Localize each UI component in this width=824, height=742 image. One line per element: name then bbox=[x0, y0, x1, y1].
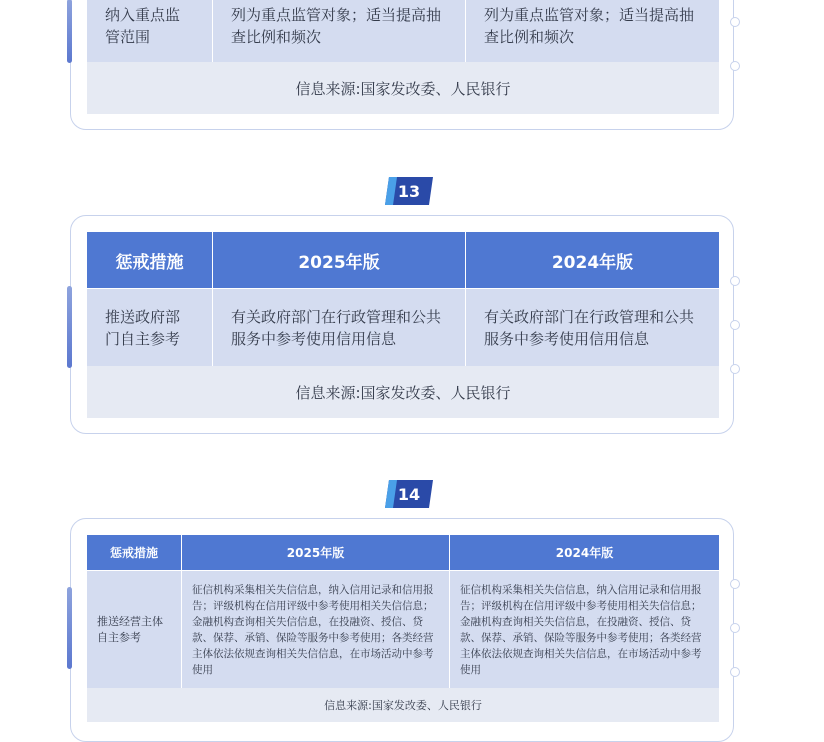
measure-text: 推送政府部门自主参考 bbox=[105, 307, 181, 348]
table-header-row bbox=[87, 232, 719, 288]
punishment-card-13 bbox=[70, 215, 734, 434]
comparison-table bbox=[87, 0, 719, 114]
card-accent-bar bbox=[67, 0, 72, 63]
card-accent-bar bbox=[67, 286, 72, 368]
card-connector-dot bbox=[730, 320, 740, 330]
header-measure: 惩戒措施 bbox=[87, 535, 182, 570]
section-number: 14 bbox=[397, 484, 421, 504]
source-text: 信息来源:国家发改委、人民银行 bbox=[295, 79, 511, 98]
punishment-card-12 bbox=[70, 0, 734, 130]
measure-text: 推送经营主体自主参考 bbox=[97, 614, 163, 644]
version-2024-text: 有关政府部门在行政管理和公共服务中参考使用信用信息 bbox=[484, 307, 695, 348]
card-connector-dot bbox=[730, 276, 740, 286]
section-number-badge bbox=[385, 480, 433, 508]
version-2025-text: 列为重点监管对象；适当提高抽查比例和频次 bbox=[231, 6, 442, 46]
punishment-card-14 bbox=[70, 518, 734, 742]
table-row bbox=[87, 0, 719, 62]
comparison-table bbox=[87, 232, 719, 418]
source-text: 信息来源:国家发改委、人民银行 bbox=[324, 699, 482, 712]
card-connector-dot bbox=[730, 623, 740, 633]
measure-text: 纳入重点监管范围 bbox=[105, 6, 181, 46]
card-connector-dot bbox=[730, 667, 740, 677]
table-row bbox=[87, 570, 719, 688]
source-row bbox=[87, 688, 719, 722]
card-connector-dot bbox=[730, 17, 740, 27]
version-2024-cell bbox=[450, 570, 719, 688]
card-connector-dot bbox=[730, 579, 740, 589]
source-row bbox=[87, 366, 719, 418]
table-header-row bbox=[87, 535, 719, 570]
measure-cell bbox=[87, 570, 182, 688]
version-2025-cell bbox=[213, 0, 466, 62]
header-2024: 2024年版 bbox=[450, 535, 719, 570]
header-2025: 2025年版 bbox=[182, 535, 450, 570]
header-measure: 惩戒措施 bbox=[87, 232, 213, 288]
source-row bbox=[87, 62, 719, 114]
measure-cell bbox=[87, 288, 213, 366]
header-2025: 2025年版 bbox=[213, 232, 466, 288]
table-row bbox=[87, 288, 719, 366]
version-2025-text: 征信机构采集相关失信信息，纳入信用记录和信用报告；评级机构在信用评级中参考使用相关失信信息；金融机构查询相关失信信息，在投融资、授信、贷款、保荐、承销、保险等服务中参考使用；各类经营主体依法依规查询相关失信信息，在市场活动中参考使用 bbox=[192, 583, 434, 676]
version-2024-cell bbox=[466, 0, 719, 62]
section-number: 13 bbox=[397, 181, 421, 201]
card-accent-bar bbox=[67, 587, 72, 669]
card-connector-dot bbox=[730, 61, 740, 71]
version-2024-text: 征信机构采集相关失信信息，纳入信用记录和信用报告；评级机构在信用评级中参考使用相关失信信息；金融机构查询相关失信信息，在投融资、授信、贷款、保荐、承销、保险等服务中参考使用；各类经营主体依法依规查询相关失信信息，在市场活动中参考使用 bbox=[460, 583, 702, 676]
source-text: 信息来源:国家发改委、人民银行 bbox=[295, 383, 511, 402]
version-2025-text: 有关政府部门在行政管理和公共服务中参考使用信用信息 bbox=[231, 307, 442, 348]
section-number-badge bbox=[385, 177, 433, 205]
version-2025-cell bbox=[213, 288, 466, 366]
version-2024-cell bbox=[466, 288, 719, 366]
version-2024-text: 列为重点监管对象；适当提高抽查比例和频次 bbox=[484, 6, 695, 46]
header-2024: 2024年版 bbox=[466, 232, 719, 288]
version-2025-cell bbox=[182, 570, 450, 688]
measure-cell bbox=[87, 0, 213, 62]
card-connector-dot bbox=[730, 364, 740, 374]
comparison-table bbox=[87, 535, 719, 722]
